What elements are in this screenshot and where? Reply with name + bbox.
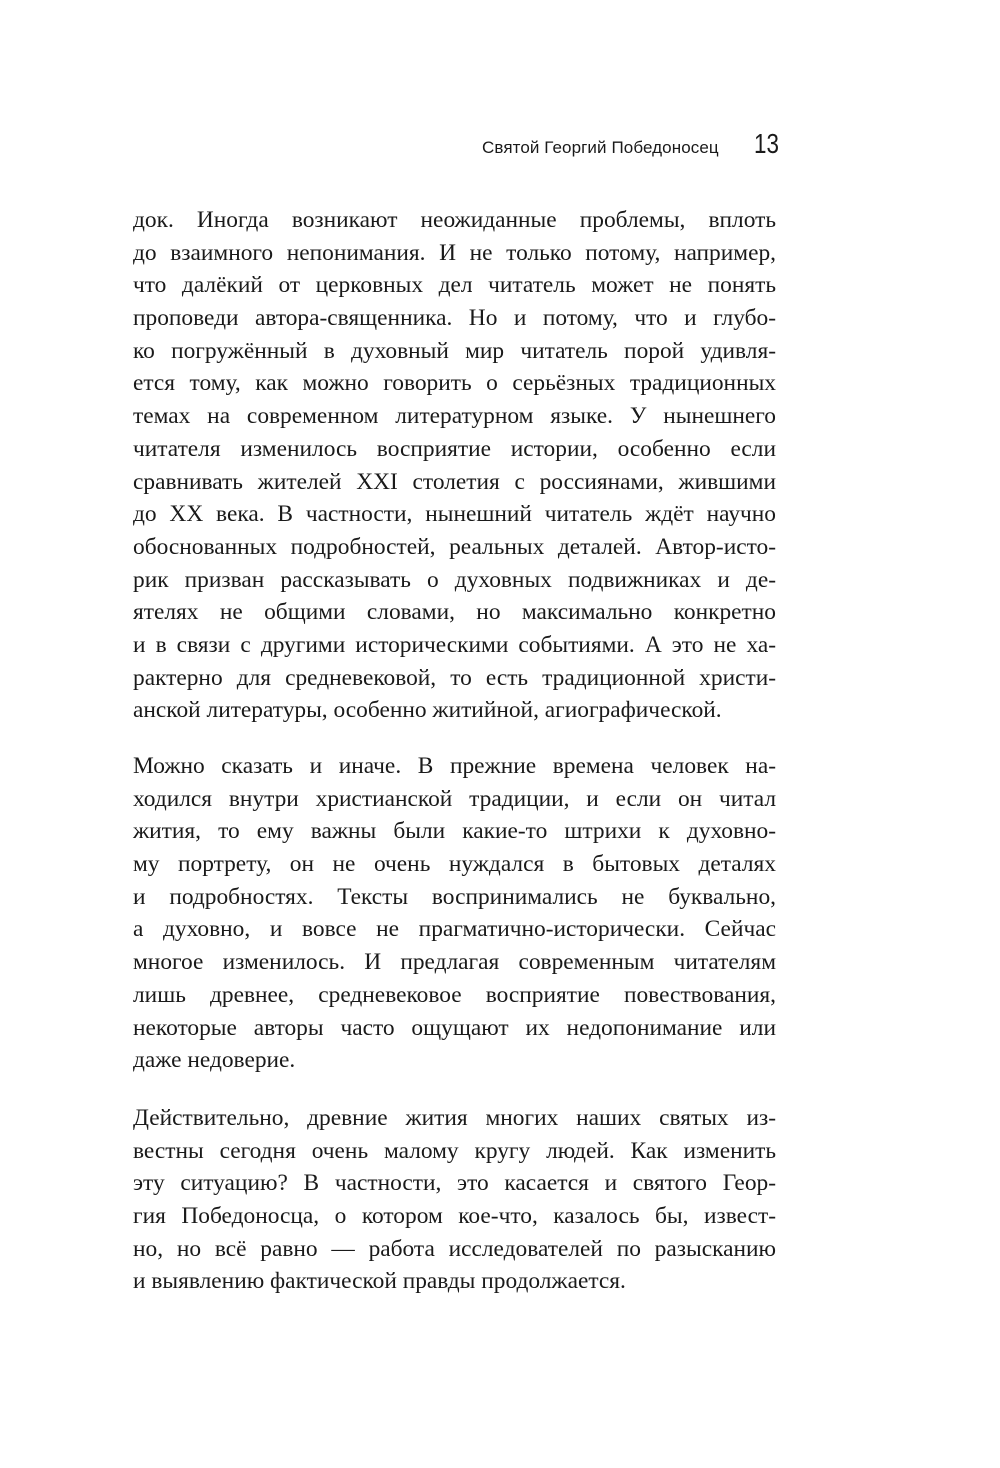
text-line: сравнивать жителей XXI столетия с россиянами, жившими xyxy=(133,468,776,495)
running-title: Святой Георгий Победоносец xyxy=(482,138,719,157)
text-line: некоторые авторы часто ощущают их недопонимание или xyxy=(133,1014,776,1041)
text-line: даже недоверие. xyxy=(133,1047,296,1074)
paragraph xyxy=(133,1102,776,1298)
text-line: рик призван рассказывать о духовных подвижниках и де- xyxy=(133,566,776,593)
text-line: темах на современном литературном языке. У нынешнего xyxy=(133,403,776,430)
text-line: вестны сегодня очень малому кругу людей. Как изменить xyxy=(133,1137,776,1164)
text-line: му портрету, он не очень нуждался в бытовых деталях xyxy=(133,851,776,878)
text-line: лишь древнее, средневековое восприятие повествования, xyxy=(133,981,776,1008)
text-line: и в связи с другими историческими событиями. А это не ха- xyxy=(133,631,776,658)
text-line: Действительно, древние жития многих наших святых из- xyxy=(133,1105,776,1131)
text-line: читателя изменилось восприятие истории, особенно если xyxy=(133,435,776,462)
paragraph xyxy=(133,750,776,1077)
text-line: ходился внутри христианской традиции, и если он читал xyxy=(133,785,776,812)
page-number: 13 xyxy=(754,128,779,159)
text-line: ется тому, как можно говорить о серьёзных традиционных xyxy=(133,370,776,397)
text-line: обоснованных подробностей, реальных деталей. Автор-исто- xyxy=(133,533,776,560)
text-line: жития, то ему важны были какие-то штрихи к духовно- xyxy=(133,818,776,845)
text-line: до взаимного непонимания. И не только потому, например, xyxy=(133,239,776,266)
text-line: рактерно для средневековой, то есть традиционной христи- xyxy=(133,664,776,691)
text-line: ко погружённый в духовный мир читатель порой удивля- xyxy=(133,337,776,364)
paragraph xyxy=(133,204,776,727)
text-line: док. Иногда возникают неожиданные проблемы, вплоть xyxy=(133,207,776,233)
text-line: эту ситуацию? В частности, это касается и святого Геор- xyxy=(133,1170,776,1197)
text-line: Можно сказать и иначе. В прежние времена человек на- xyxy=(133,753,776,779)
text-line: проповеди автора-священника. Но и потому, что и глубо- xyxy=(133,305,776,332)
running-header xyxy=(470,128,779,168)
text-line: гия Победоносца, о котором кое-что, казалось бы, извест- xyxy=(133,1203,776,1230)
text-line: ятелях не общими словами, но максимально конкретно xyxy=(133,599,776,626)
text-line: а духовно, и вовсе не прагматично-исторически. Сейчас xyxy=(133,916,776,943)
text-line: но, но всё равно — работа исследователей по разысканию xyxy=(133,1235,776,1262)
text-line: анской литературы, особенно житийной, агиографической. xyxy=(133,697,722,724)
text-line: до XX века. В частности, нынешний читатель ждёт научно xyxy=(133,501,776,528)
text-line: и выявлению фактической правды продолжается. xyxy=(133,1268,626,1295)
text-line: что далёкий от церковных дел читатель может не понять xyxy=(133,272,776,299)
text-line: многое изменилось. И предлагая современным читателям xyxy=(133,949,776,976)
text-line: и подробностях. Тексты воспринимались не буквально, xyxy=(133,883,776,910)
